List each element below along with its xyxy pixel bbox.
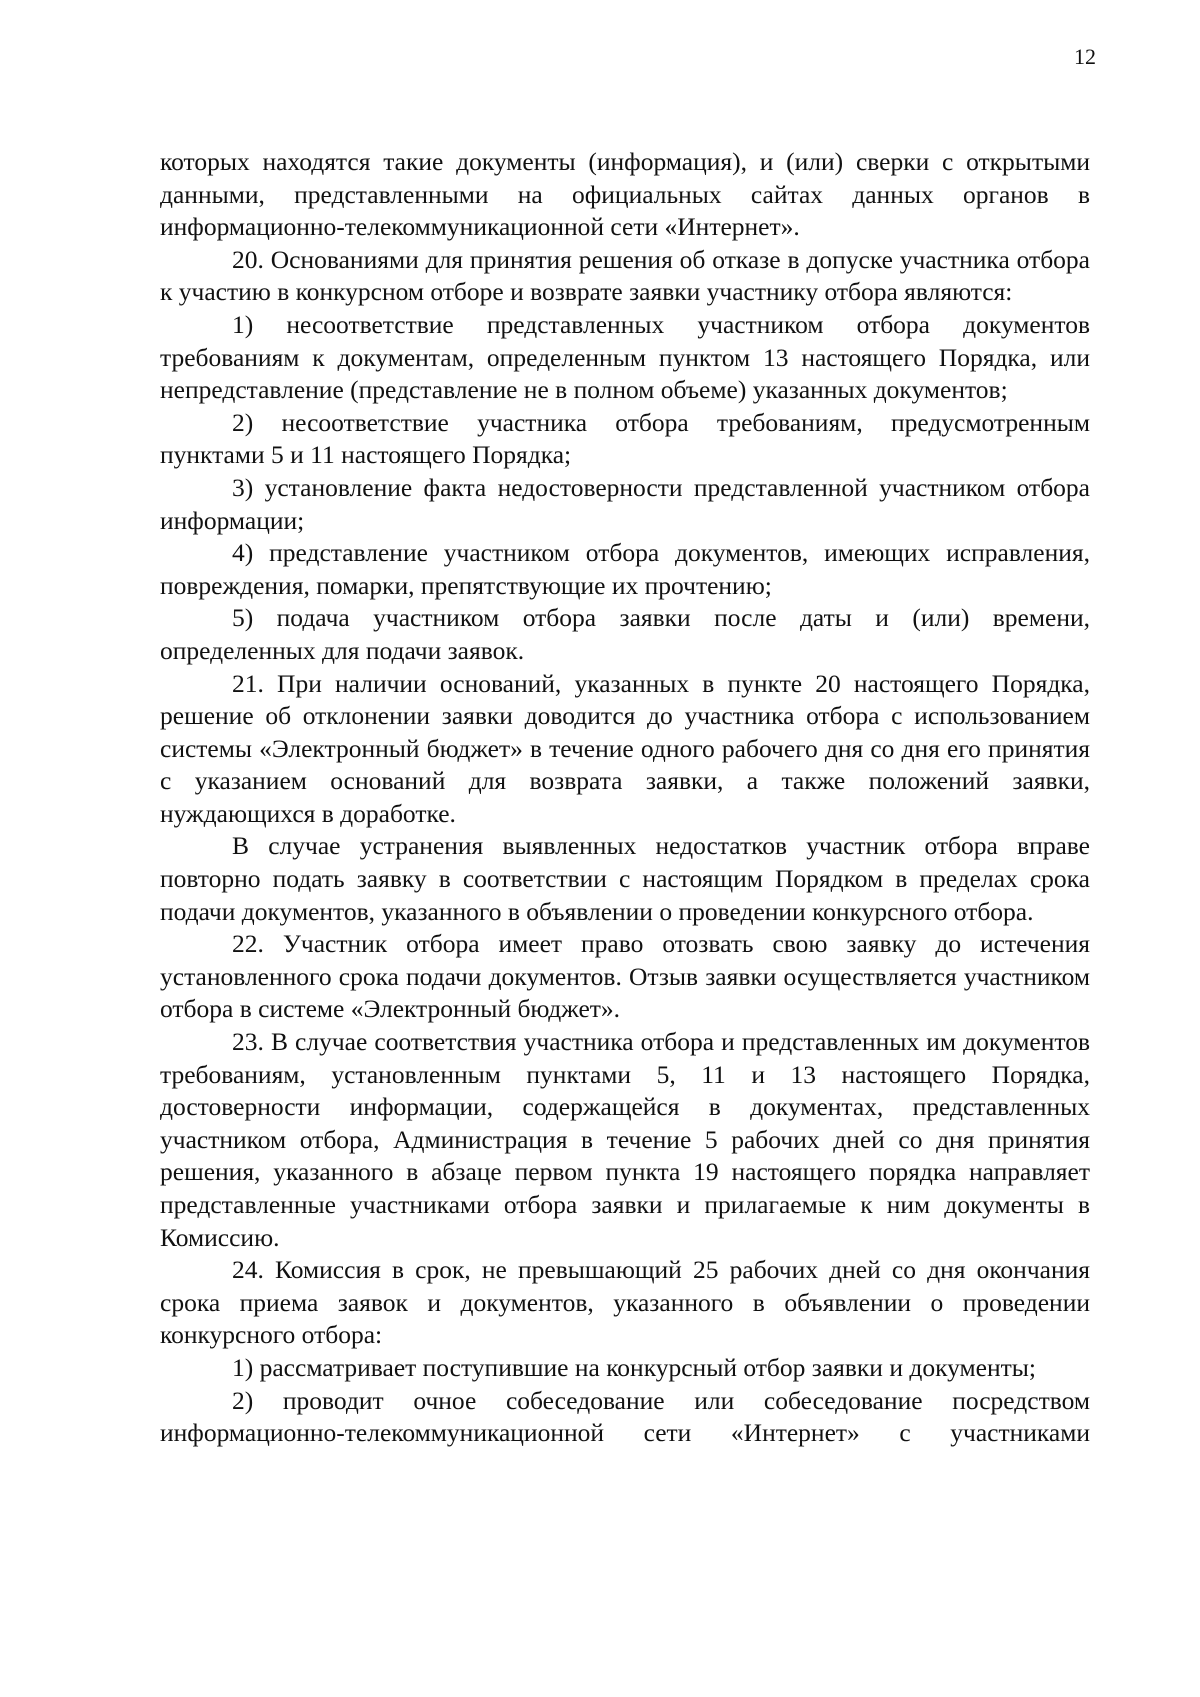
paragraph-subitem-20-4: 4) представление участником отбора документов, имеющих исправления, повреждения, помарки, препятствующие их прочтению; [160, 538, 1090, 600]
paragraph-item-21: 21. При наличии оснований, указанных в пункте 20 настоящего Порядка, решение об отклонении заявки доводится до участника отбора с использованием системы «Электронный бюджет» в течение одного рабочего дня со дня его принятия с указанием оснований для возврата заявки, а также положений заявки, нуждающихся в доработке. [160, 668, 1090, 828]
paragraph-subitem-24-2: 2) проводит очное собеседование или собеседование посредством информационно-телекоммуникационной сети «Интернет» с участниками [160, 1385, 1090, 1448]
document-body [160, 146, 1090, 1450]
paragraph-item-20: 20. Основаниями для принятия решения об отказе в допуске участника отбора к участию в конкурсном отборе и возврате заявки участнику отбора являются: [160, 244, 1090, 307]
paragraph-subitem-20-2: 2) несоответствие участника отбора требованиям, предусмотренным пунктами 5 и 11 настоящего Порядка; [160, 407, 1090, 470]
paragraph-item-22: 22. Участник отбора имеет право отозвать свою заявку до истечения установленного срока подачи документов. Отзыв заявки осуществляется участником отбора в системе «Электронный бюджет». [160, 929, 1090, 1024]
paragraph-subitem-20-3: 3) установление факта недостоверности представленной участником отбора информации; [160, 472, 1090, 535]
paragraph-subitem-24-1: 1) рассматривает поступившие на конкурсный отбор заявки и документы; [232, 1352, 1036, 1382]
paragraph-item-24: 24. Комиссия в срок, не превышающий 25 рабочих дней со дня окончания срока приема заявок и документов, указанного в объявлении о проведении конкурсного отбора: [160, 1255, 1090, 1350]
paragraph-subitem-20-1: 1) несоответствие представленных участником отбора документов требованиям к документам, определенным пунктом 13 настоящего Порядка, или непредставление (представление не в полном объеме) указанных документов; [160, 309, 1090, 405]
paragraph-continuation: которых находятся такие документы (информация), и (или) сверки с открытыми данными, представленными на официальных сайтах данных органов в информационно-телекоммуникационной сети «Интернет». [160, 147, 1090, 242]
page-number: 12 [1074, 44, 1096, 69]
paragraph-item-21-second: В случае устранения выявленных недостатков участник отбора вправе повторно подать заявку в соответствии с настоящим Порядком в пределах срока подачи документов, указанного в объявлении о проведении конкурсного отбора. [160, 831, 1090, 926]
paragraph-item-23: 23. В случае соответствия участника отбора и представленных им документов требованиям, установленным пунктами 5, 11 и 13 настоящего Порядка, достоверности информации, содержащейся в документах, представленных участником отбора, Администрация в течение 5 рабочих дней со дня принятия решения, указанного в абзаце первом пункта 19 настоящего порядка направляет представленные участниками отбора заявки и прилагаемые к ним документы в Комиссию. [160, 1027, 1090, 1252]
paragraph-subitem-20-5: 5) подача участником отбора заявки после даты и (или) времени, определенных для подачи заявок. [160, 603, 1090, 665]
